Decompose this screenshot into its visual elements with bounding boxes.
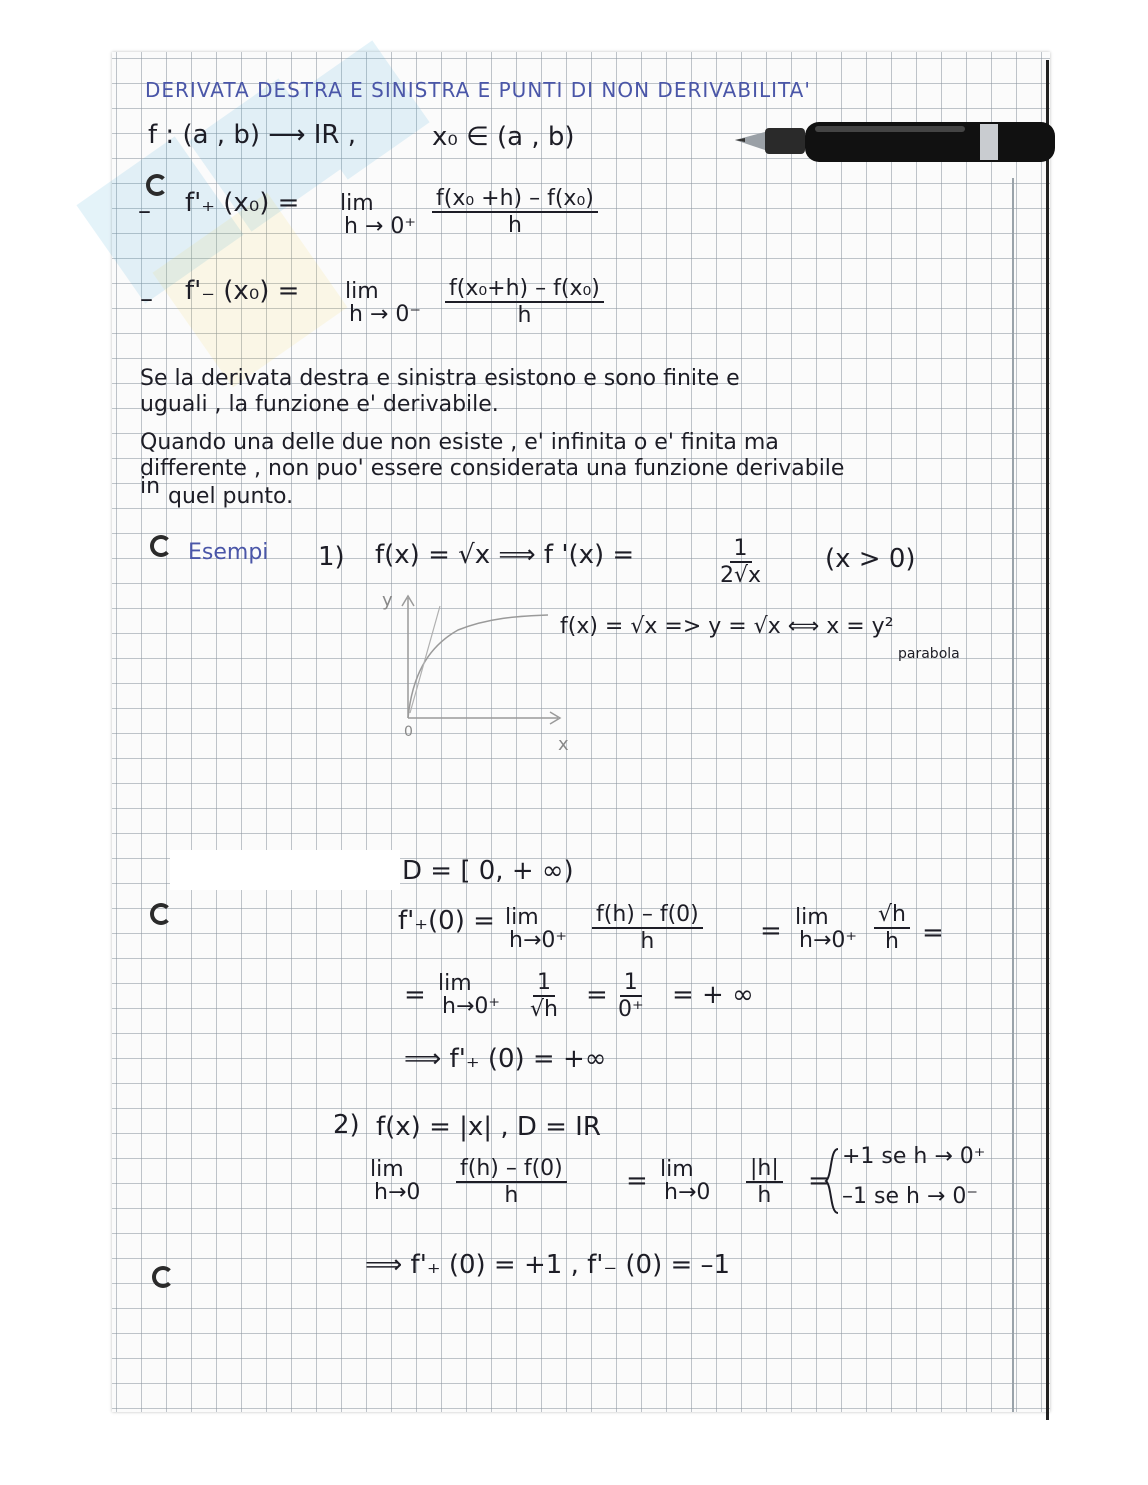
equals: = [922,918,944,948]
example2-conclusion: ⟹ f'₊ (0) = +1 , f'₋ (0) = –1 [365,1250,731,1280]
paragraph-line: quel punto. [168,484,294,509]
lim-text: lim [438,971,472,996]
case-positive: +1 se h → 0⁺ [842,1144,986,1169]
paragraph-line: Quando una delle due non esiste , e' infinita o e' finita ma [140,430,779,455]
fraction-numerator: |h| [746,1156,783,1183]
paragraph-line: differente , non puo' essere considerata una funzione derivabile [140,456,845,481]
limit [370,1158,420,1204]
limit [505,906,567,952]
fraction-denominator: √h [530,997,558,1022]
dash: – [138,196,151,226]
page-margin-line [1012,178,1014,1412]
bullet-icon [150,903,172,925]
lim-text: lim [795,905,829,930]
limit-result: = + ∞ [672,980,754,1010]
fraction-denominator: h [517,303,532,328]
page-title: DERIVATA DESTRA E SINISTRA E PUNTI DI NON DERIVABILITA' [145,78,811,102]
fraction [530,970,558,1022]
fraction-numerator: f(x₀ +h) – f(x₀) [432,186,598,213]
lim-sub: h → 0⁻ [349,302,421,328]
fraction [592,902,703,954]
pen-image [735,112,1055,172]
left-derivative-lhs: f'₋ (x₀) = [185,276,300,306]
graph-y-label: y [382,590,393,611]
paragraph-line: Se la derivata destra e sinistra esistono e sono finite e [140,366,740,391]
example1-expression: f(x) = √x ⟹ f '(x) = [375,540,635,570]
left-derivative-limit [345,280,421,326]
right-derivative-lhs: f'₊ (x₀) = [185,188,300,218]
fraction-denominator: h [504,1183,519,1208]
fraction [746,1156,783,1208]
lim-sub: h→0⁺ [509,928,567,954]
example2-expression: f(x) = |x| , D = IR [376,1112,601,1142]
right-derivative-at-zero: f'₊(0) = [398,906,495,936]
fraction-denominator: h [640,929,655,954]
paragraph-line: uguali , la funzione e' derivabile. [140,392,499,417]
fraction-numerator: f(h) – f(0) [592,902,703,929]
example-label: Esempi [188,540,269,565]
fraction [874,902,910,954]
limit [438,972,500,1018]
example-number: 1) [318,542,345,572]
fraction-numerator: f(x₀+h) – f(x₀) [445,276,604,303]
lim-text: lim [345,279,379,304]
bullet-icon [150,535,172,557]
case-negative: –1 se h → 0⁻ [842,1184,978,1209]
bullet-icon [146,174,168,196]
equals: = [586,980,608,1010]
lim-sub: h→0⁺ [799,928,857,954]
equals: = [626,1166,648,1196]
fraction-numerator: 1 [533,970,555,997]
bullet-icon [152,1266,174,1288]
domain-expression: D = [ 0, + ∞) [402,856,574,886]
fraction-numerator: 1 [620,970,642,997]
fraction-denominator: 0⁺ [618,997,644,1022]
lim-text: lim [505,905,539,930]
right-derivative-fraction [432,186,598,238]
lim-sub: h→0 [664,1180,711,1206]
domain-condition: (x > 0) [825,544,916,574]
fraction-denominator: h [507,213,522,238]
graph-origin-label: 0 [404,724,413,740]
equals: = [404,980,426,1010]
limit [660,1158,710,1204]
page-edge [1046,60,1049,1420]
lim-text: lim [660,1157,694,1182]
lim-sub: h→0⁺ [442,994,500,1020]
lim-text: lim [370,1157,404,1182]
fraction [618,970,644,1022]
right-derivative-limit [340,192,416,238]
fraction [456,1156,567,1208]
limit [795,906,857,952]
fraction-numerator: f(h) – f(0) [456,1156,567,1183]
function-domain: f : (a , b) ⟶ IR , [148,120,357,150]
paragraph-line: in [140,474,161,499]
equals: = [760,916,782,946]
derivative-fraction [720,536,761,588]
cases-brace [822,1146,842,1216]
fraction-numerator: √h [874,902,910,929]
lim-sub: h → 0⁺ [344,214,416,240]
blank-area [170,850,400,890]
fraction-denominator: h [885,929,899,954]
dash: – [140,284,153,314]
fraction-numerator: 1 [730,536,752,563]
fraction-denominator: h [757,1183,772,1208]
left-derivative-fraction [445,276,604,328]
lim-text: lim [340,191,374,216]
example-number: 2) [333,1110,360,1140]
fraction-denominator: 2√x [720,563,762,588]
example1-conclusion: ⟹ f'₊ (0) = +∞ [404,1044,607,1074]
lim-sub: h→0 [374,1180,421,1206]
graph-note: f(x) = √x => y = √x ⟺ x = y² [560,614,894,639]
x0-interval: x₀ ∈ (a , b) [432,122,575,152]
graph-x-label: x [558,734,569,755]
equals: = [808,1166,830,1196]
parabola-note: parabola [898,646,960,662]
